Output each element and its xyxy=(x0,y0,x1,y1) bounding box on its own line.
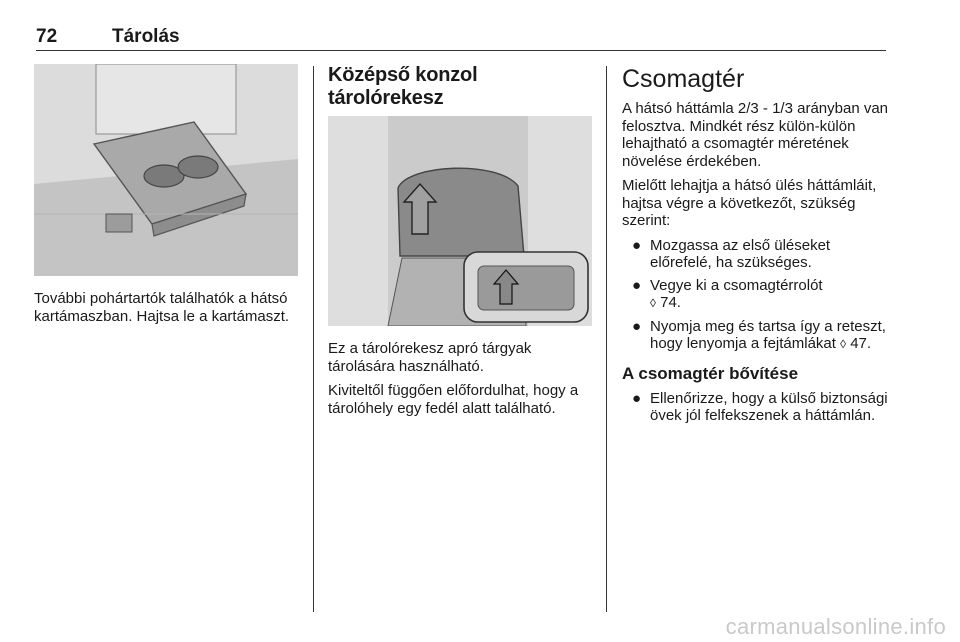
list-item: ● Mozgassa az első üléseket előrefelé, ha szükséges. xyxy=(632,236,831,271)
cargo-paragraph-2: Mielőtt lehajtja a hátsó ülés háttámláit, hajtsa végre a következőt, szükség szerint: xyxy=(622,177,877,229)
console-paragraph-2: Kiviteltől függően előfordulhat, hogy a tárolóhely egy fedél alatt található. xyxy=(328,382,579,417)
page-ref-link[interactable]: 47. xyxy=(850,335,872,352)
watermark: carmanualsonline.info xyxy=(725,614,946,639)
column-divider-2 xyxy=(606,66,607,612)
cargo-section-title: Csomagtér xyxy=(622,65,745,93)
bullet-icon: ● xyxy=(632,317,642,335)
column-3 xyxy=(622,64,890,430)
center-console-storage-illustration xyxy=(328,116,592,326)
bullet-icon: ● xyxy=(632,276,642,294)
page-ref-link[interactable]: 74. xyxy=(660,294,681,311)
rear-armrest-cupholder-illustration xyxy=(34,64,298,276)
cupholder-paragraph: További pohártartók találhatók a hátsó kartámaszban. Hajtsa le a kartámaszt. xyxy=(34,290,290,325)
list-item: ● Vegye ki a csomagtérrolót ◊ 74. xyxy=(632,276,823,311)
chapter-title: Tárolás xyxy=(112,26,180,47)
bullet-icon: ● xyxy=(632,389,642,407)
list-item: ● Ellenőrizze, hogy a külső biztonsági övek jól felfekszenek a háttámlán. xyxy=(632,389,888,424)
header-rule xyxy=(36,50,886,51)
cargo-expansion-subtitle: A csomagtér bővítése xyxy=(622,363,799,383)
page-header xyxy=(36,24,886,50)
bullet-icon: ● xyxy=(632,236,642,254)
console-storage-title: Középső konzol tárolórekesz xyxy=(328,64,478,109)
cargo-expansion-list xyxy=(622,390,890,425)
list-item: ● Nyomja meg és tartsa így a reteszt, hogy lenyomja a fejtámlákat ◊ 47. xyxy=(632,317,886,352)
cargo-paragraph-1: A hátsó háttámla 2/3 - 1/3 arányban van felosztva. Mindkét rész külön-külön lehajtható a csomagtér méretének növelése érdekében. xyxy=(622,100,889,170)
column-1 xyxy=(34,64,300,332)
column-2 xyxy=(328,64,596,424)
console-paragraph-1: Ez a tárolórekesz apró tárgyak tárolására használható. xyxy=(328,340,532,375)
page-ref-icon: ◊ xyxy=(840,337,847,351)
cargo-steps-list xyxy=(622,237,890,354)
page-ref-icon: ◊ xyxy=(650,296,656,310)
column-divider-1 xyxy=(313,66,314,612)
page-number: 72 xyxy=(36,26,58,47)
